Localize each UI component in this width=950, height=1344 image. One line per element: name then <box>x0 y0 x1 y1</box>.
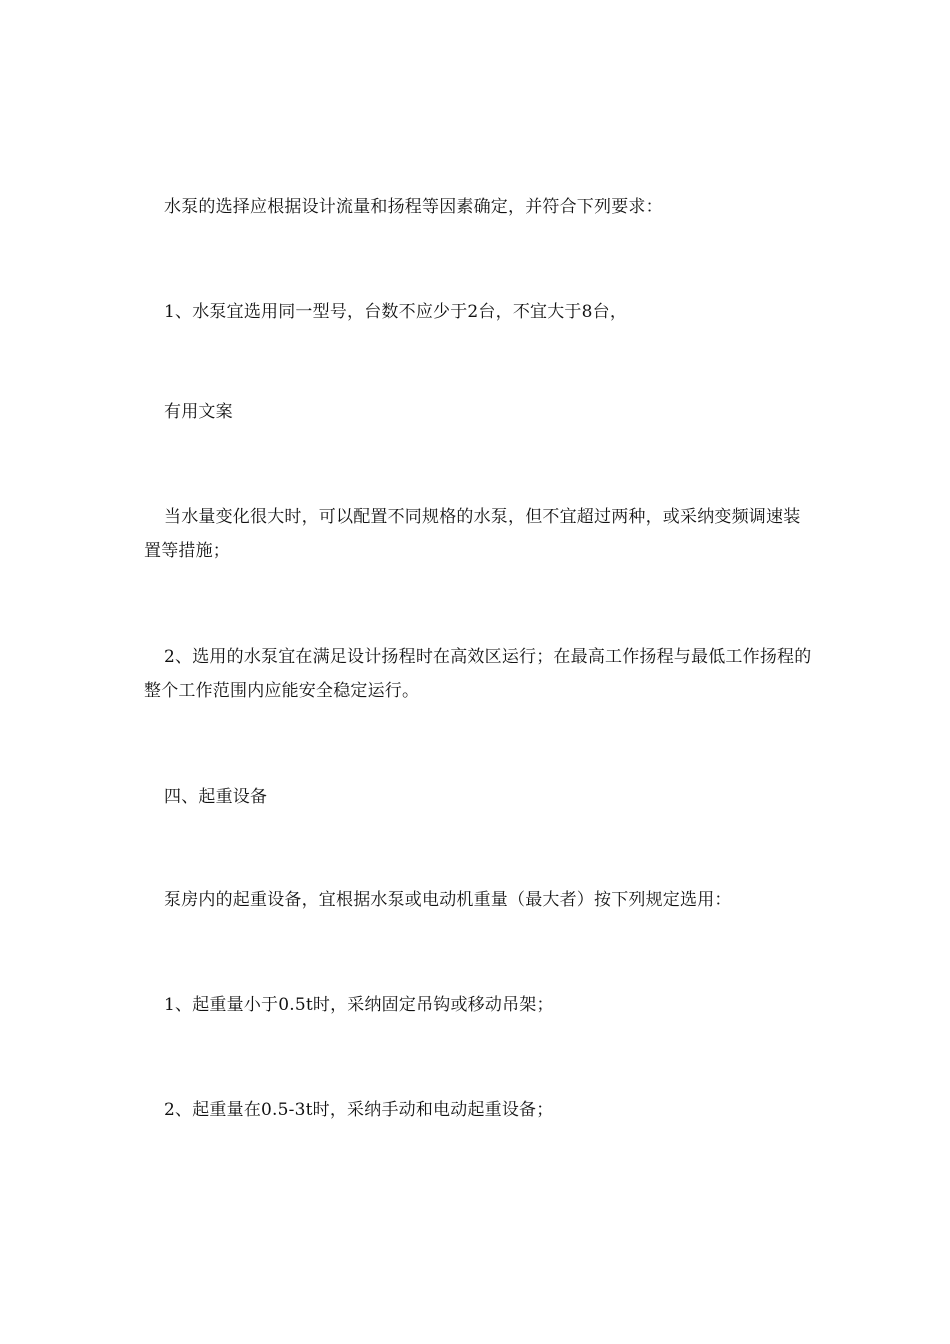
paragraph-lifting-selection: 泵房内的起重设备，宜根据水泵或电动机重量（最大者）按下列规定选用： <box>164 890 732 910</box>
paragraph-item-2-efficiency: 2、选用的水泵宜在满足设计扬程时在高效区运行；在最高工作扬程与最低工作扬程的整个工作范围内应能安全稳定运行。 <box>144 647 812 701</box>
paragraph-item-1-pump-count: 1、水泵宜选用同一型号，台数不应少于2台，不宜大于8台， <box>164 302 628 322</box>
paragraph-useful-copy: 有用文案 <box>164 402 233 422</box>
paragraph-lifting-item-1: 1、起重量小于0.5t时，采纳固定吊钩或移动吊架； <box>164 995 554 1015</box>
paragraph-water-variation: 当水量变化很大时，可以配置不同规格的水泵，但不宜超过两种，或采纳变频调速装置等措施； <box>144 507 801 561</box>
paragraph-lifting-item-2: 2、起重量在0.5-3t时，采纳手动和电动起重设备； <box>164 1100 554 1120</box>
section-heading-lifting-equipment: 四、起重设备 <box>164 787 268 807</box>
paragraph-pump-selection: 水泵的选择应根据设计流量和扬程等因素确定，并符合下列要求： <box>164 197 663 217</box>
